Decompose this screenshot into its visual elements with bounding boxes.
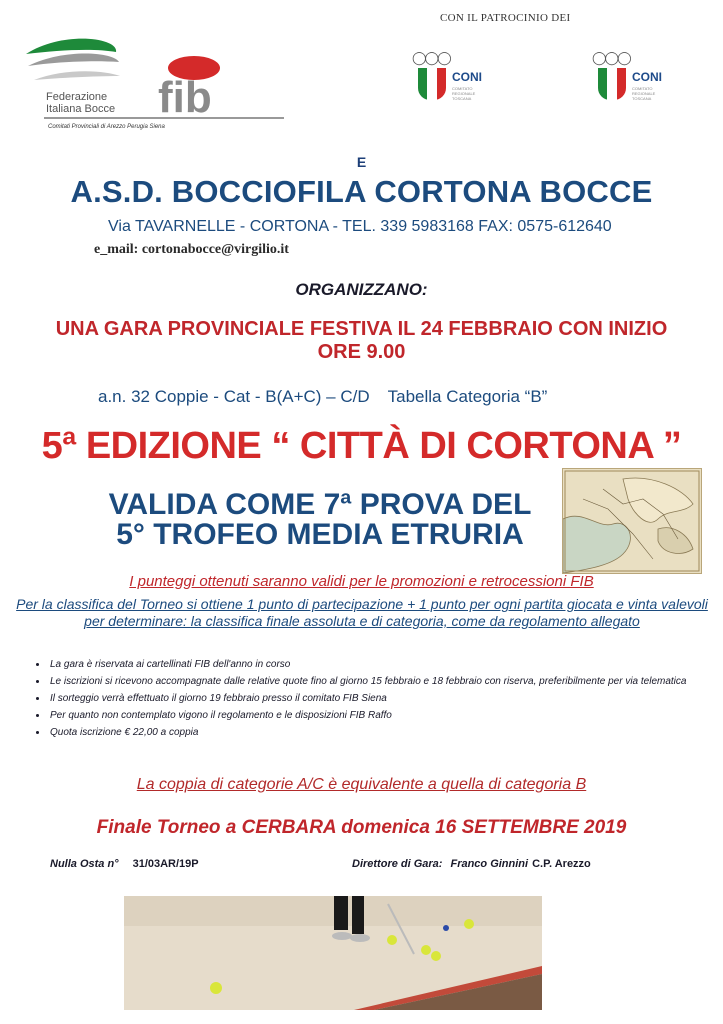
fib-logo-graphic	[24, 36, 294, 132]
rule-item: • Quota iscrizione € 22,00 a coppia	[48, 724, 688, 741]
etruria-map-image	[562, 468, 702, 574]
trophy-title	[40, 490, 600, 550]
fib-logo-line2: Italiana Bocce	[46, 103, 116, 115]
court-photo-graphic	[124, 896, 542, 1010]
director-label: Direttore di Gara:	[352, 858, 443, 870]
rules-list	[30, 656, 688, 741]
patronage-label: CON IL PATROCINIO DEI	[440, 12, 571, 24]
pair-equivalence-note: La coppia di categorie A/C è equivalente a quella di categoria B	[136, 776, 587, 793]
fib-logo	[24, 36, 294, 132]
fib-logo-line1: Federazione	[46, 91, 108, 103]
race-director	[352, 858, 591, 870]
rule-item: • Le iscrizioni si ricevono accompagnate dalle relative quote fino al giorno 15 febbraio e 18 febbraio con riserva, preferibilmente per via telematica	[48, 673, 688, 690]
bocce-court-photo	[124, 896, 542, 1010]
trophy-line-1: VALIDA COME 7ª PROVA DEL	[108, 488, 532, 521]
rule-item: • Il sorteggio verrà effettuato il giorno 19 febbraio presso il comitato FIB Siena	[48, 690, 688, 707]
coni-name: CONI	[632, 70, 662, 84]
nulla-osta-label: Nulla Osta n°	[50, 858, 119, 870]
coni-logo	[412, 50, 502, 120]
ranking-note: Per la classifica del Torneo si ottiene 1 punto di partecipazione + 1 punto per ogni partita giocata e vinta valevoli per determinare: la classifica finale assoluta e di categoria, come da regolamento allegato	[16, 596, 708, 629]
category-table: Tabella Categoria “B”	[387, 387, 548, 406]
nulla-osta	[50, 858, 199, 870]
olympic-rings-icon: ◯◯◯	[412, 50, 450, 65]
fib-wordmark: fib	[158, 73, 212, 122]
coni-logo	[592, 50, 682, 120]
map-graphic	[563, 469, 701, 573]
italy-shield-icon	[418, 68, 446, 100]
olympic-rings-icon: ◯◯◯	[592, 50, 630, 65]
italy-shield-icon	[598, 68, 626, 100]
category-line	[98, 387, 547, 407]
club-name: A.S.D. BOCCIOFILA CORTONA BOCCE	[70, 174, 653, 209]
nulla-osta-value: 31/03AR/19P	[132, 858, 199, 870]
club-email: e_mail: cortonabocce@virgilio.it	[94, 242, 289, 257]
coni-subtitle: COMITATO REGIONALE TOSCANA	[632, 86, 656, 101]
director-name: Franco Ginnini	[450, 858, 529, 870]
rule-item: • Per quanto non contemplato vigono il regolamento e le disposizioni FIB Raffo	[48, 707, 688, 724]
club-address: Via TAVARNELLE - CORTONA - TEL. 339 5983168 FAX: 0575-612640	[108, 218, 612, 235]
organize-label: ORGANIZZANO:	[295, 280, 428, 299]
race-title: UNA GARA PROVINCIALE FESTIVA IL 24 FEBBRAIO CON INIZIO ORE 9.00	[55, 318, 668, 363]
final-announcement: Finale Torneo a CERBARA domenica 16 SETTEMBRE 2019	[96, 817, 627, 838]
fib-committee: Comitati Provinciali di Arezzo Perugia Siena	[48, 124, 165, 130]
edition-title: 5ª EDIZIONE “ CITTÀ DI CORTONA ”	[41, 425, 682, 467]
rule-item: • La gara è riservata ai cartellinati FIB dell'anno in corso	[48, 656, 688, 673]
conjunction-label: E	[356, 154, 367, 170]
category-info: a.n. 32 Coppie - Cat - B(A+C) – C/D	[98, 387, 370, 406]
coni-name: CONI	[452, 70, 482, 84]
points-validity-note: I punteggi ottenuti saranno validi per le promozioni e retrocessioni FIB	[129, 573, 594, 590]
coni-subtitle: COMITATO REGIONALE TOSCANA	[452, 86, 476, 101]
director-committee: C.P. Arezzo	[532, 858, 591, 870]
trophy-line-2: 5° TROFEO MEDIA ETRURIA	[116, 518, 524, 551]
